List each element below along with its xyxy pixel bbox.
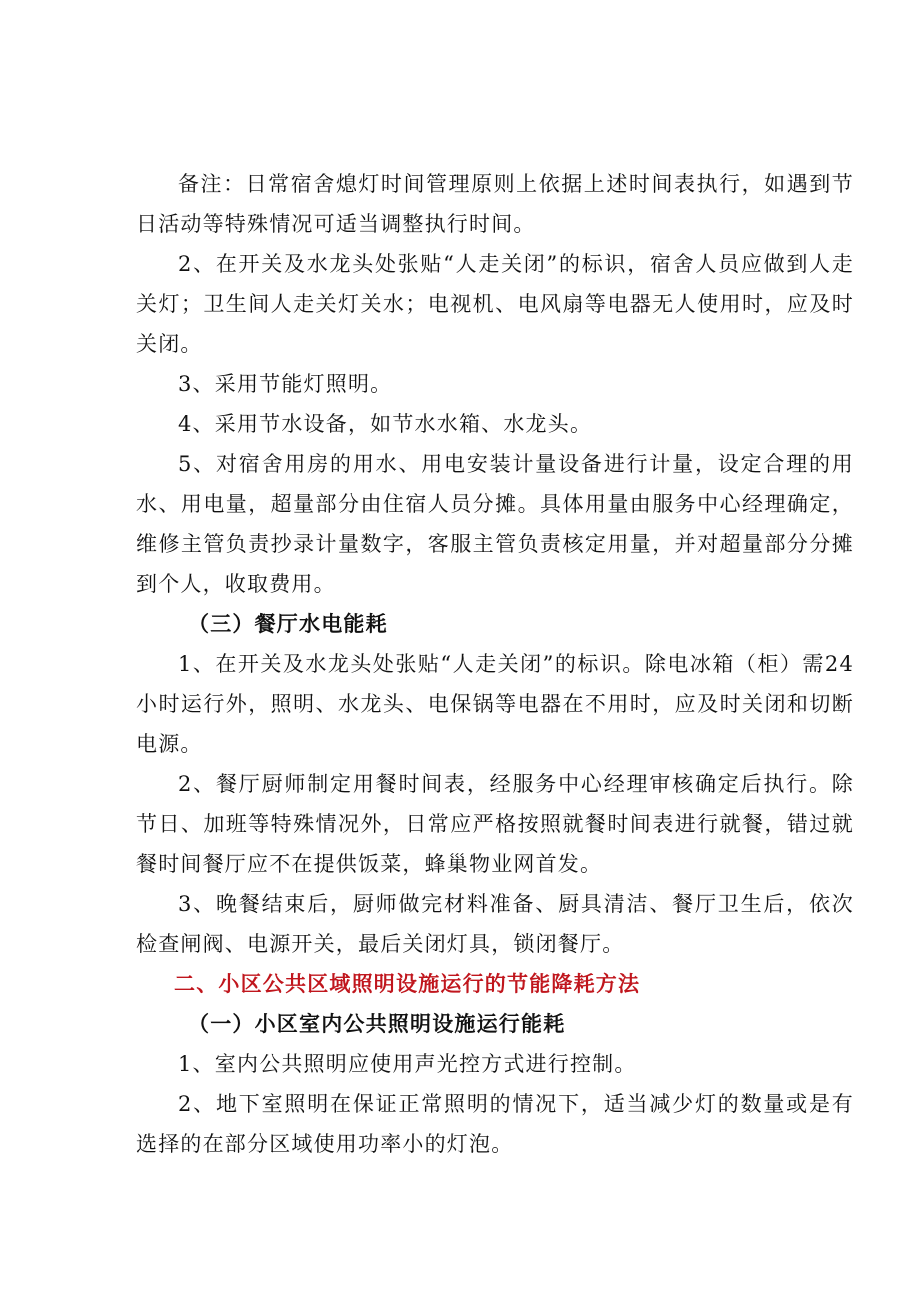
document-body <box>136 164 854 1164</box>
chapter-heading-public-lighting: 二、小区公共区域照明设施运行的节能降耗方法 <box>174 971 641 996</box>
canteen-item-2-paragraph: 2、餐厅厨师制定用餐时间表，经服务中心经理审核确定后执行。除节日、加班等特殊情况外，日常应严格按照就餐时间表进行就餐，错过就餐时间餐厅应不在提供饭菜，蜂巢物业网首发。 <box>136 772 854 876</box>
lighting-item-2-paragraph: 2、地下室照明在保证正常照明的情况下，适当减少灯的数量或是有选择的在部分区域使用功率小的灯泡。 <box>136 1092 854 1156</box>
canteen-item-3-paragraph: 3、晚餐结束后，厨师做完材料准备、厨具清洁、餐厅卫生后，依次检查闸阀、电源开关，最后关闭灯具，锁闭餐厅。 <box>136 892 854 956</box>
section-heading-canteen: （三）餐厅水电能耗 <box>188 611 388 636</box>
section-heading-indoor-lighting: （一）小区室内公共照明设施运行能耗 <box>188 1011 566 1036</box>
item-4-paragraph: 4、采用节水设备，如节水水箱、水龙头。 <box>178 412 593 436</box>
note-paragraph: 备注：日常宿舍熄灯时间管理原则上依据上述时间表执行，如遇到节日活动等特殊情况可适当调整执行时间。 <box>136 172 854 236</box>
item-3-paragraph: 3、采用节能灯照明。 <box>178 372 393 396</box>
item-5-paragraph: 5、对宿舍用房的用水、用电安装计量设备进行计量，设定合理的用水、用电量，超量部分由住宿人员分摊。具体用量由服务中心经理确定，维修主管负责抄录计量数字，客服主管负责核定用量，并对超量部分分摊到个人，收取费用。 <box>136 452 854 596</box>
canteen-item-1-paragraph: 1、在开关及水龙头处张贴“人走关闭”的标识。除电冰箱（柜）需24小时运行外，照明、水龙头、电保锅等电器在不用时，应及时关闭和切断电源。 <box>136 652 854 756</box>
lighting-item-1-paragraph: 1、室内公共照明应使用声光控方式进行控制。 <box>178 1052 637 1076</box>
item-2-paragraph: 2、在开关及水龙头处张贴“人走关闭”的标识，宿舍人员应做到人走关灯；卫生间人走关灯关水；电视机、电风扇等电器无人使用时，应及时关闭。 <box>136 252 854 356</box>
